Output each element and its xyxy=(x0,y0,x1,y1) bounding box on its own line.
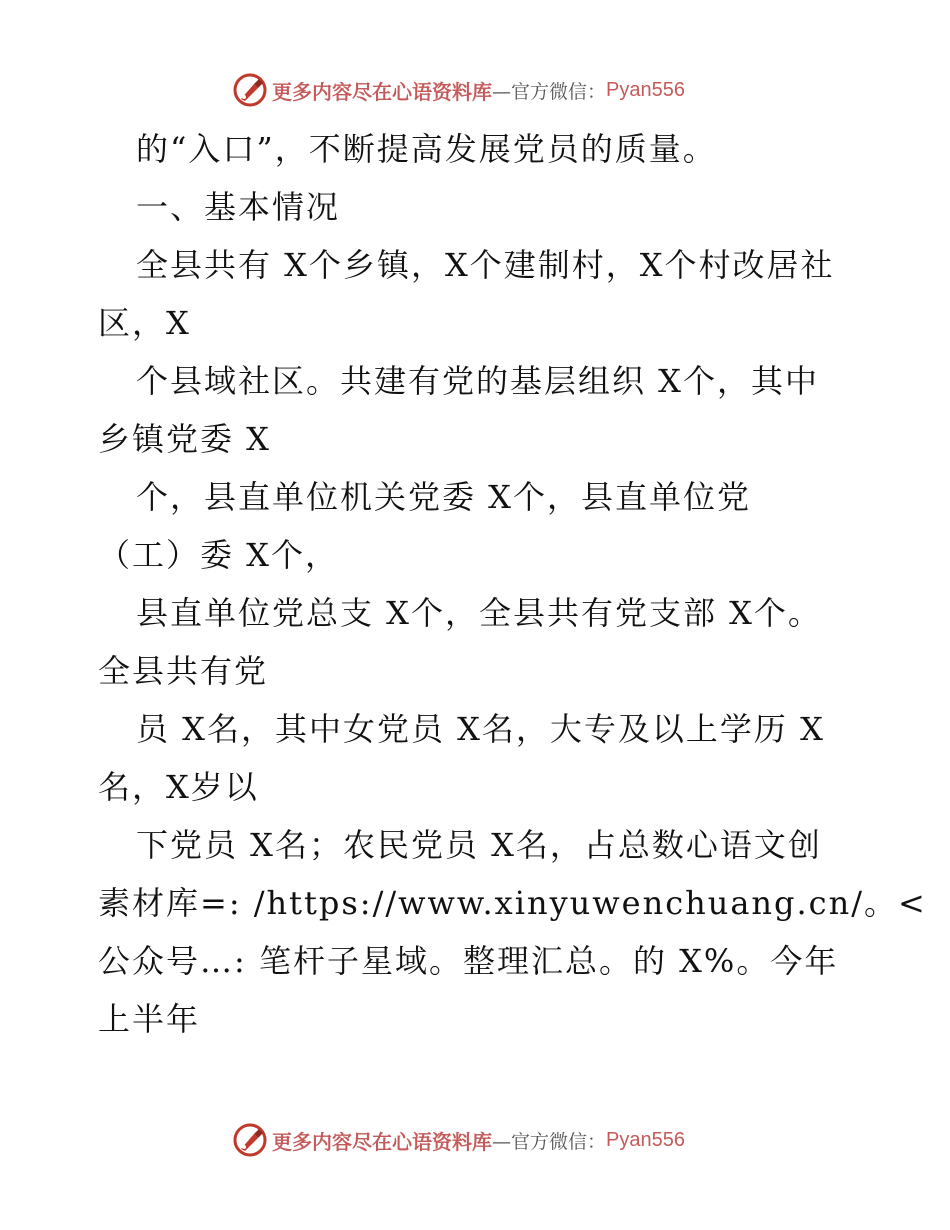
watermark-text: 更多内容尽在心语资料库 xyxy=(272,79,492,104)
pen-logo-icon xyxy=(232,1122,268,1158)
text-line: 员 X名，其中女党员 X名，大专及以上学历 X xyxy=(136,710,825,748)
text-line: 下党员 X名；农民党员 X名，占总数心语文创 xyxy=(136,826,822,864)
text-line: 公众号…: 笔杆子星域。整理汇总。的 X%。今年 xyxy=(98,942,839,980)
text-line: 个，县直单位机关党委 X个，县直单位党 xyxy=(136,478,751,516)
watermark-separator: —官方微信： xyxy=(492,80,607,103)
section-heading: 一、基本情况 xyxy=(136,188,341,226)
text-line: （工）委 X个， xyxy=(98,536,339,574)
watermark-separator: —官方微信： xyxy=(492,1130,607,1153)
text-line: 区，X xyxy=(98,304,191,342)
watermark-wechat-id: Pyan556 xyxy=(606,1128,685,1151)
text-line: 全县共有 X个乡镇，X个建制村，X个村改居社 xyxy=(136,246,835,284)
text-line: 素材库=: /https://www.xinyuwenchuang.cn/。< xyxy=(98,884,927,922)
header-watermark xyxy=(232,70,685,110)
text-line: 乡镇党委 X xyxy=(98,420,271,458)
text-line: 名，X岁以 xyxy=(98,768,259,806)
text-line: 全县共有党 xyxy=(98,652,269,690)
watermark-wechat-id: Pyan556 xyxy=(606,78,685,101)
text-line: 个县域社区。共建有党的基层组织 X个，其中 xyxy=(136,362,819,400)
text-line: 的“入口”，不断提高发展党员的质量。 xyxy=(136,130,717,168)
text-line: 上半年 xyxy=(98,1000,201,1038)
watermark-text: 更多内容尽在心语资料库 xyxy=(272,1129,492,1154)
text-line: 县直单位党总支 X个，全县共有党支部 X个。 xyxy=(136,594,822,632)
pen-logo-icon xyxy=(232,72,268,108)
footer-watermark xyxy=(232,1120,685,1160)
